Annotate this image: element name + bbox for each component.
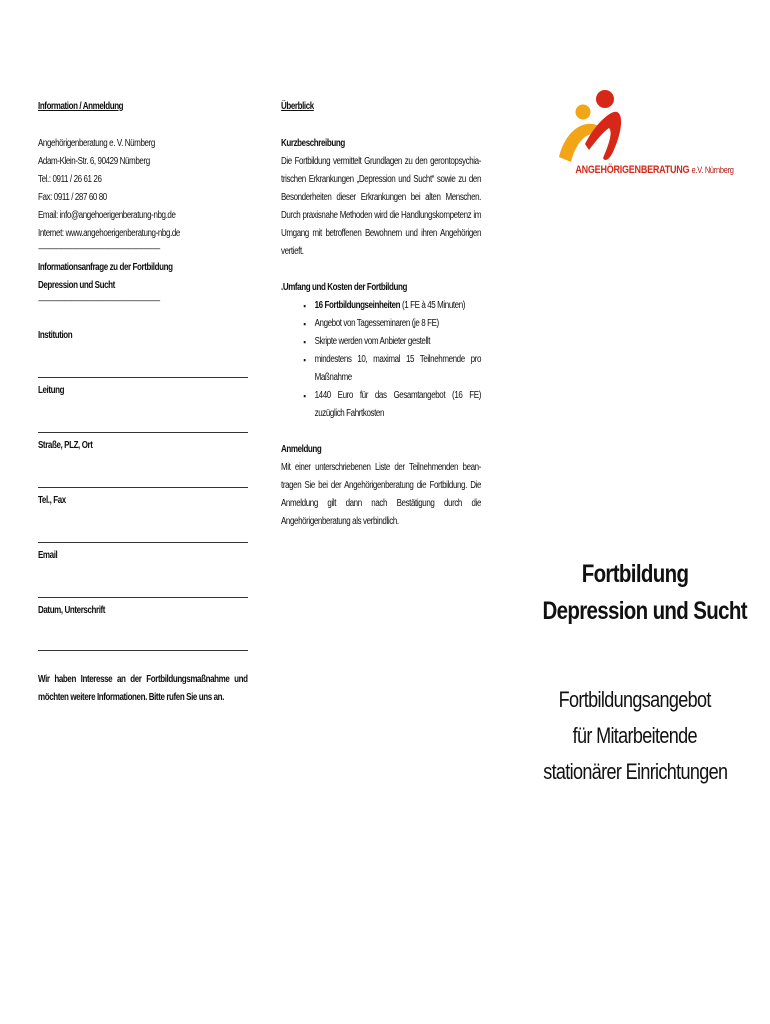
phone-line: Tel.: 0911 / 26 61 26 bbox=[38, 174, 102, 185]
registration-title: Anmeldung bbox=[281, 444, 322, 455]
fax-line: Fax: 0911 / 287 60 80 bbox=[38, 192, 107, 203]
registration-text: Mit einer unterschriebenen Liste der Teilnehmenden bean-tragen Sie bei der Angehörigenberatung die Fortbildung. Die Anmeldung gilt dann nach Bestätigung durch die Angehörigenberatung als verbindlich. bbox=[281, 462, 481, 527]
date-signature-field[interactable] bbox=[38, 620, 248, 651]
address-field[interactable] bbox=[38, 455, 248, 488]
summary-text: Die Fortbildung vermittelt Grundlagen zu den gerontopsychia-trischen Erkrankungen „Depression und Sucht“ sowie zu den Besonderheiten dieser Erkrankungen bei alten Menschen. Durch praxisnahe Methoden wird die Handlungskompetenz im Umgang mit betroffenen Bewohnern und ihren Angehörigen vertieft. bbox=[281, 156, 481, 257]
phone-label: Tel., Fax bbox=[38, 495, 66, 506]
list-item: ▪ 1440 Euro für das Gesamtangebot (16 FE) zuzüglich Fahrtkosten bbox=[303, 387, 481, 423]
request-subtitle: Depression und Sucht bbox=[38, 280, 115, 291]
institution-field[interactable] bbox=[38, 345, 248, 378]
email-field[interactable] bbox=[38, 565, 248, 598]
address-label: Straße, PLZ, Ort bbox=[38, 440, 93, 451]
list-item: ▪ mindestens 10, maximal 15 Teilnehmende pro Maßnahme bbox=[303, 351, 481, 387]
email-label: Email bbox=[38, 550, 58, 561]
registration-form-column bbox=[38, 98, 250, 707]
institution-label: Institution bbox=[38, 330, 73, 341]
address-line: Angehörigenberatung e. V. Nürnberg bbox=[38, 138, 155, 149]
cover-subtitle: Fortbildungsangebot für Mitarbeitende stationärer Einrichtungen bbox=[542, 687, 728, 784]
interest-statement: Wir haben Interesse an der Fortbildungsmaßnahme und möchten weitere Informationen. Bitte rufen Sie uns an. bbox=[38, 674, 248, 703]
scope-title: .Umfang und Kosten der Fortbildung bbox=[281, 282, 407, 293]
logo-wordmark: ANGEHÖRIGENBERATUNG e.V. Nürnberg bbox=[575, 164, 734, 176]
leitung-label: Leitung bbox=[38, 385, 65, 396]
website-line[interactable]: Internet: www.angehoerigenberatung-nbg.de bbox=[38, 228, 180, 239]
summary-title: Kurzbeschreibung bbox=[281, 138, 345, 149]
request-title: Informationsanfrage zu der Fortbildung bbox=[38, 262, 173, 273]
cover-title: Fortbildung Depression und Sucht bbox=[542, 560, 747, 625]
scope-list bbox=[281, 297, 481, 423]
list-item: ▪ 16 Fortbildungseinheiten (1 FE à 45 Minuten) bbox=[303, 297, 481, 315]
overview-column bbox=[281, 98, 481, 531]
info-heading: Information / Anmeldung bbox=[38, 101, 124, 112]
separator: ------------------------------------------------------------------------- bbox=[38, 245, 160, 253]
leitung-field[interactable] bbox=[38, 400, 248, 433]
overview-heading: Überblick bbox=[281, 101, 314, 112]
phone-field[interactable] bbox=[38, 510, 248, 543]
address-line: Adam-Klein-Str. 6, 90429 Nürnberg bbox=[38, 156, 150, 167]
email-line[interactable]: Email: info@angehoerigenberatung-nbg.de bbox=[38, 210, 176, 221]
date-signature-label: Datum, Unterschrift bbox=[38, 605, 106, 616]
separator: ------------------------------------------------------------------------- bbox=[38, 297, 160, 305]
list-item: ▪ Angebot von Tagesseminaren (je 8 FE) bbox=[303, 315, 481, 333]
list-item: ▪ Skripte werden vom Anbieter gestellt bbox=[303, 333, 481, 351]
